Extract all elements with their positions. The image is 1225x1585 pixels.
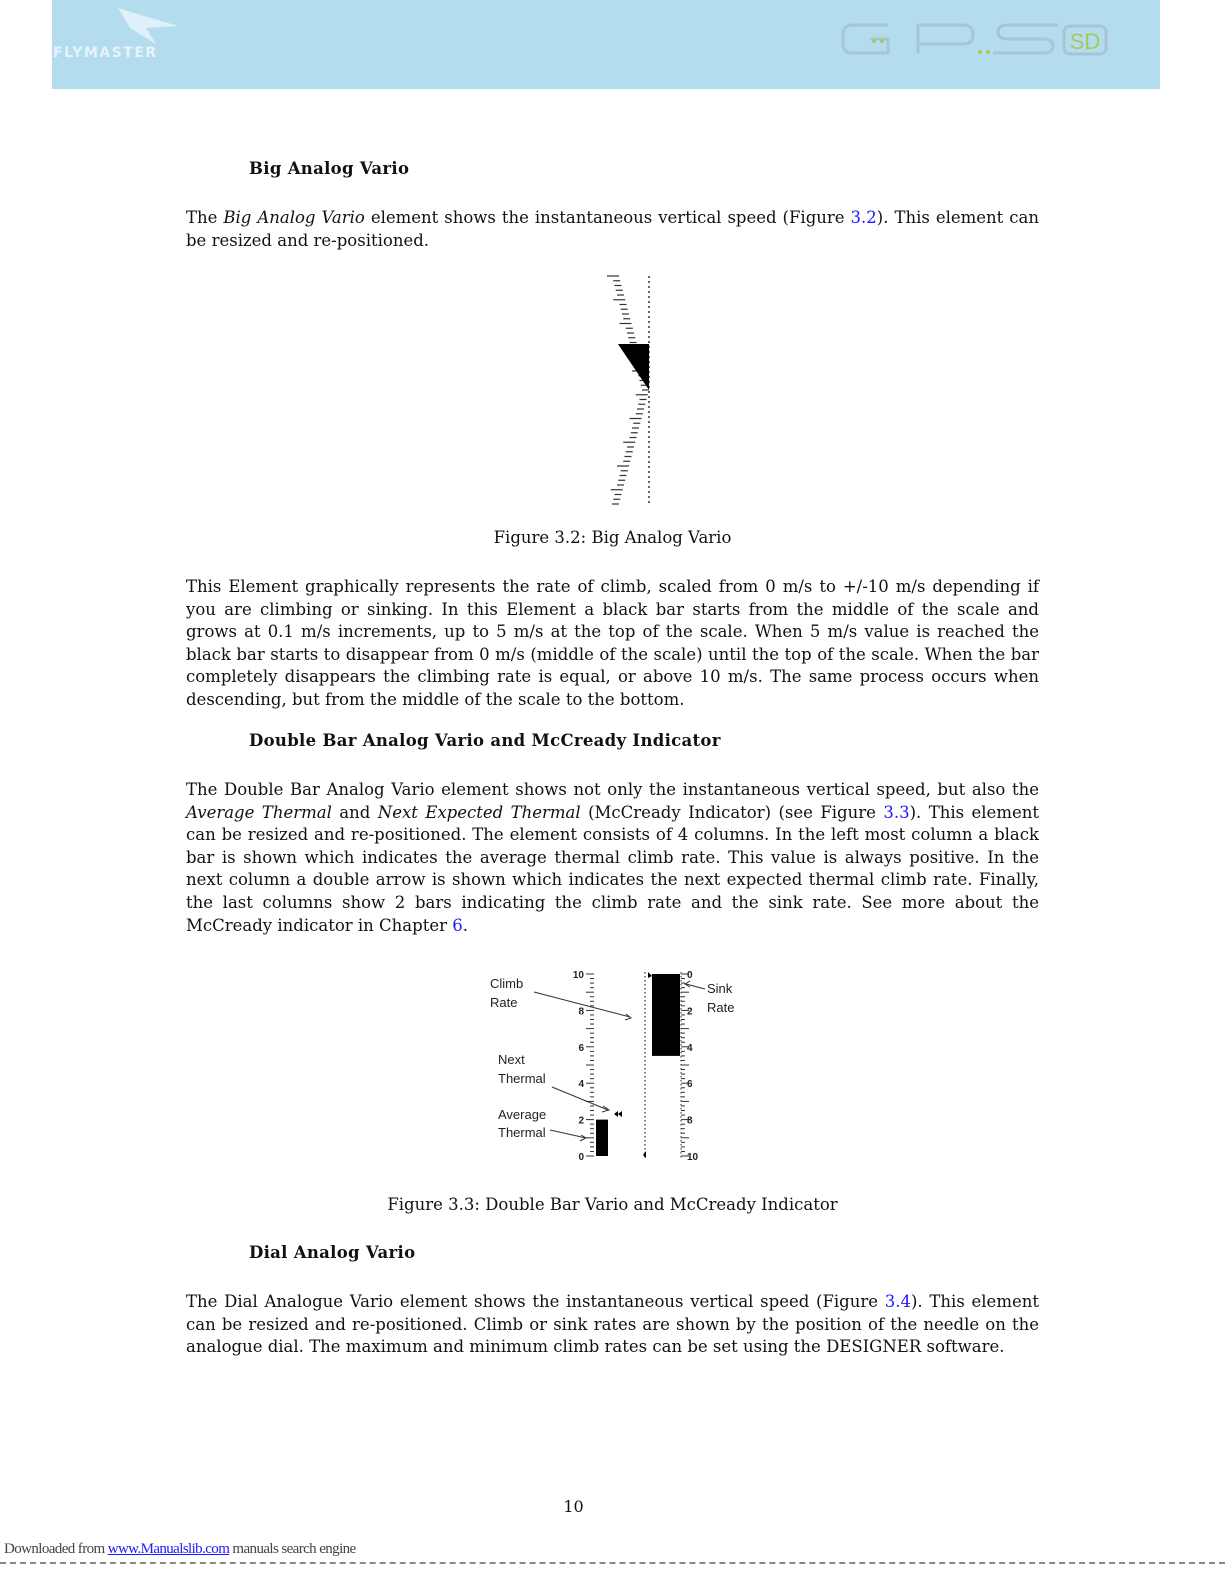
scale-label: 10 [687,1152,699,1163]
paragraph: The Big Analog Vario element shows the instantaneous vertical speed (Figure 3.2). This element can be resized and re-positioned. [186,208,1039,250]
sink-label: Rate [707,1000,735,1015]
section-heading: Double Bar Analog Vario and McCready Indicator [249,731,721,750]
scale-label: 10 [572,970,584,981]
figure-caption: Figure 3.3: Double Bar Vario and McCready Indicator [387,1195,838,1214]
flymaster-logo-icon [60,4,210,49]
sink-label: Sink [707,981,733,996]
paragraph: This Element graphically represents the rate of climb, scaled from 0 m/s to +/-10 m/s depending if you are climbing or sinking. In this Element a black bar starts from the middle of the scale and grows at 0.1 m/s increments, up to 5 m/s at the top of the scale. When 5 m/s value is reached the black bar starts to disappear from 0 m/s (middle of the scale) until the top of the scale. When the bar completely disappears the climbing rate is equal, or above 10 m/s. The same process occurs when descending, but from the middle of the scale to the bottom. [186,577,1039,709]
chapter-reference-link[interactable]: 6 [452,915,463,935]
next-thermal-label: Thermal [498,1071,546,1086]
figure-caption: Figure 3.2: Big Analog Vario [493,528,732,547]
scale-label: 4 [578,1079,584,1091]
scale-label: 0 [687,970,693,981]
paragraph: The Double Bar Analog Vario element shows not only the instantaneous vertical speed, but also the Average Thermal and Next Expected Thermal (McCready Indicator) (see Figure 3.3). This element can be resized and re-positioned. The element consists of 4 columns. In the left most column a black bar is shown which indicates the average thermal climb rate. This value is always positive. In the next column a double arrow is shown which indicates the next expected thermal climb rate. Finally, the last columns show 2 bars indicating the climb rate and the sink rate. See more about the McCready indicator in Chapter 6. [186,780,1039,935]
climb-label: Rate [490,995,518,1010]
paragraph: The Dial Analogue Vario element shows the instantaneous vertical speed (Figure 3.4). This element can be resized and re-positioned. Climb or sink rates are shown by the position of the needle on the analogue dial. The maximum and minimum climb rates can be set using the DESIGNER software. [186,1292,1039,1357]
footer-divider [0,1562,1225,1564]
scale-label: 4 [687,1042,693,1054]
next-thermal-label: Next [498,1052,525,1067]
double-bar-vario-figure [480,962,750,1172]
big-analog-vario-figure [560,270,670,510]
manualslib-link[interactable]: www.Manualslib.com [107,1541,230,1557]
climb-label: Climb [490,976,524,991]
scale-label: 6 [578,1042,584,1054]
scale-label: 8 [578,1006,584,1018]
section-heading: Dial Analog Vario [249,1243,416,1262]
scale-label: 2 [687,1006,693,1018]
average-thermal-bar [596,1120,608,1156]
scale-label: 2 [578,1115,584,1127]
figure-reference-link[interactable]: 3.4 [884,1292,911,1311]
sink-rate-bar [652,974,680,1056]
scale-label: 8 [687,1115,693,1127]
figure-reference-link[interactable]: 3.3 [883,802,910,822]
average-thermal-label: Average [498,1107,547,1122]
page-number: 10 [563,1497,584,1516]
figure-reference-link[interactable]: 3.2 [850,208,877,227]
download-footer: Downloaded from www.Manualslib.com manuals search engine [4,1541,356,1557]
scale-label: 6 [687,1079,693,1091]
product-badge: SD [1069,29,1101,54]
average-thermal-label: Thermal [498,1125,546,1140]
gps-sd-logo [788,22,1118,62]
section-heading: Big Analog Vario [249,159,410,178]
brand-name: FLYMASTER [53,45,158,61]
scale-label: 0 [578,1152,584,1163]
